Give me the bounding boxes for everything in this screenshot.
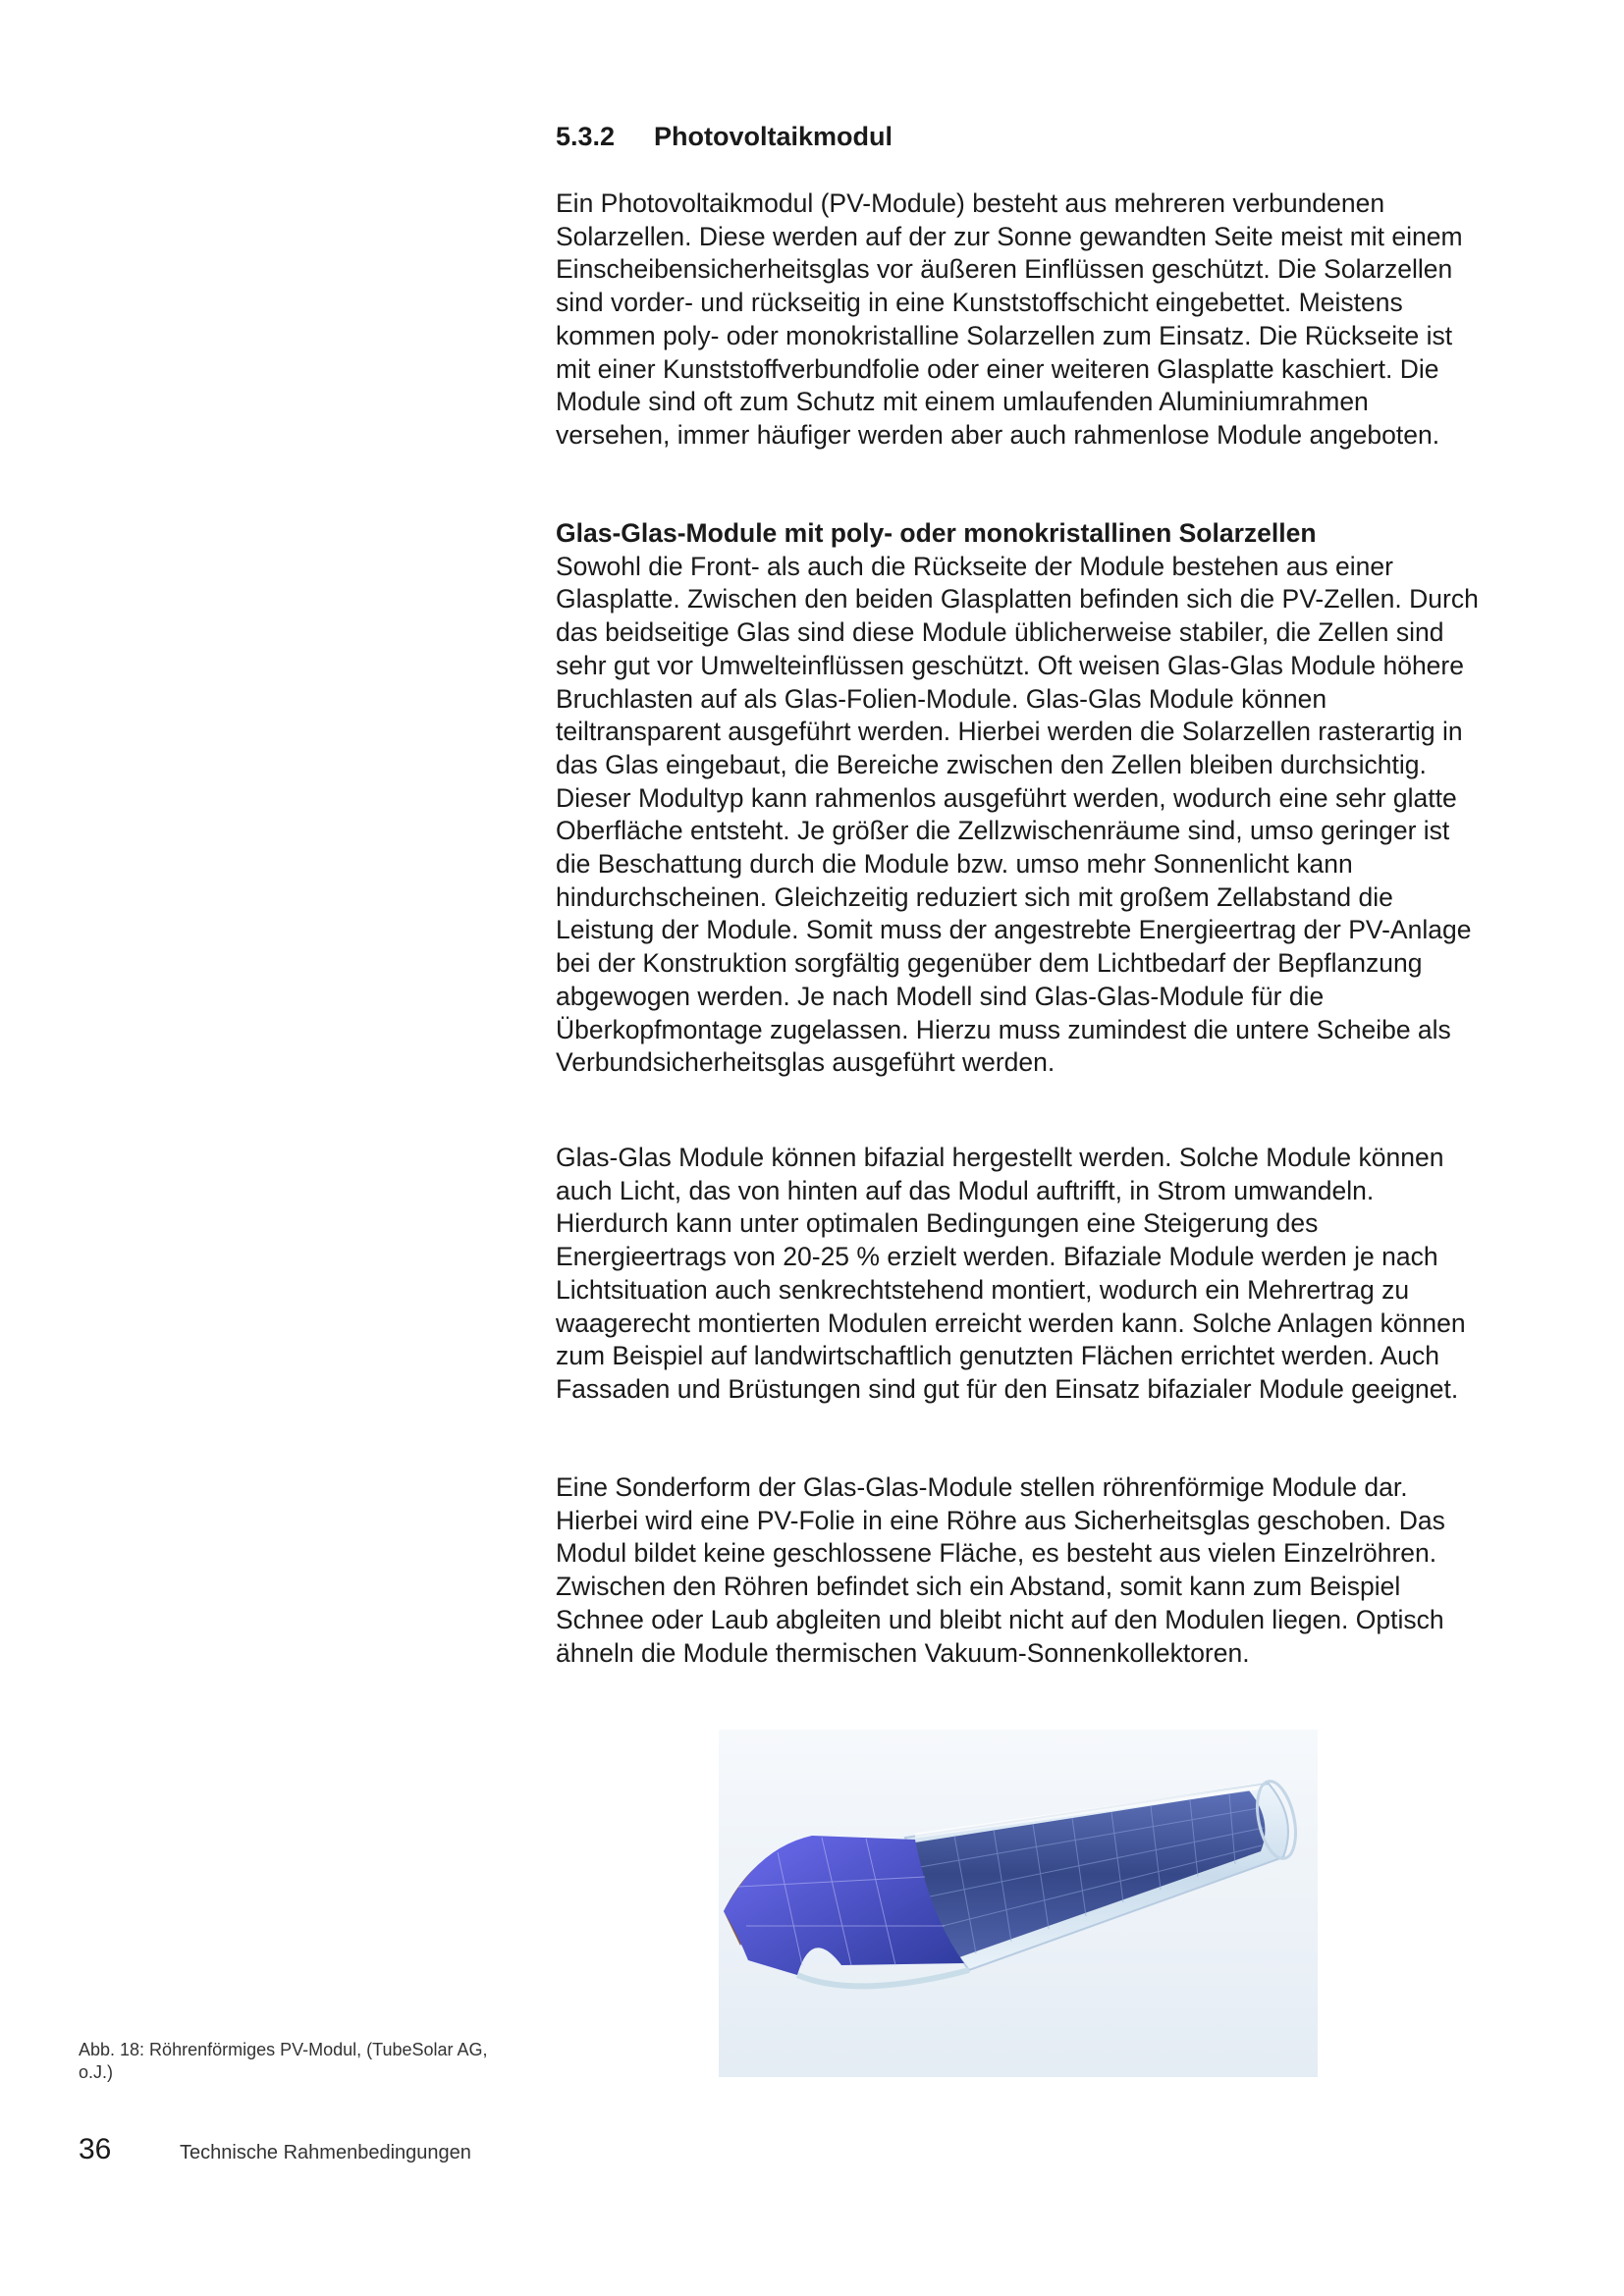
page-number: 36 (79, 2133, 112, 2165)
tube-pv-module-figure (719, 1730, 1318, 2077)
intro-paragraph: Ein Photovoltaikmodul (PV-Module) besteht aus mehreren verbundenen Solarzellen. Diese werden auf der zur Sonne gewandten Seite meist mit einem Einscheibensicherheitsglas vor äußeren Einflüssen geschützt. Die Solarzellen sind vorder- und rückseitig in eine Kunststoffschicht eingebettet. Meistens kommen poly- oder monokristalline Solarzellen zum Einsatz. Die Rückseite ist mit einer Kunststoffverbundfolie oder einer weiteren Glasplatte kaschiert. Die Module sind oft zum Schutz mit einem umlaufenden Aluminiumrahmen versehen, immer häufiger werden aber auch rahmenlose Module angeboten. (556, 188, 1463, 450)
glas-glas-paragraph: Sowohl die Front- als auch die Rückseite der Module bestehen aus einer Glasplatte. Zwischen den beiden Glasplatten befinden sich die PV-Zellen. Durch das beidseitige Glas sind diese Module üblicherweise stabiler, die Zellen sind sehr gut vor Umwelteinflüssen geschützt. Oft weisen Glas-Glas Module höhere Bruchlasten auf als Glas-Folien-Module. Glas-Glas Module können teiltransparent ausgeführt werden. Hierbei werden die Solarzellen rasterartig in das Glas eingebaut, die Bereiche zwischen den Zellen bleiben durchsichtig. Dieser Modultyp kann rahmenlos ausgeführt werden, wodurch eine sehr glatte Oberfläche entsteht. Je größer die Zellzwischenräume sind, umso geringer ist die Beschattung durch die Module bzw. umso mehr Sonnenlicht kann hindurchscheinen. Gleichzeitig reduziert sich mit großem Zellabstand die Leistung der Module. Somit muss der angestrebte Energieertrag der PV-Anlage bei der Konstruktion sorgfältig gegenüber dem Lichtbedarf der Bepflanzung abgewogen werden. Je nach Modell sind Glas-Glas-Module für die Überkopfmontage zugelassen. Hierzu muss zumindest die untere Scheibe als Verbundsicherheitsglas ausgeführt werden. (556, 551, 1479, 1078)
bifazial-paragraph: Glas-Glas Module können bifazial hergestellt werden. Solche Module können auch Licht, das von hinten auf das Modul auftrifft, in Strom umwandeln. Hierdurch kann unter optimalen Bedingungen eine Steigerung des Energieertrags von 20-25 % erzielt werden. Bifaziale Module werden je nach Lichtsituation auch senkrechtstehend montiert, wodurch ein Mehrertrag zu waagerecht montierten Modulen erreicht werden kann. Solche Anlagen können zum Beispiel auf landwirtschaftlich genutzten Flächen errichtet werden. Auch Fassaden und Brüstungen sind gut für den Einsatz bifazialer Module geeignet. (556, 1143, 1466, 1404)
intro-paragraph-block (556, 187, 1489, 453)
glas-glas-subheading: Glas-Glas-Module mit poly- oder monokristallinen Solarzellen (556, 518, 1317, 548)
tube-body (905, 1778, 1302, 1970)
section-title: Photovoltaikmodul (654, 122, 893, 151)
figure-caption: Abb. 18: Röhrenförmiges PV-Modul, (TubeSolar AG, o.J.) (79, 2040, 488, 2082)
glas-glas-block (556, 517, 1489, 1080)
running-footer-title: Technische Rahmenbedingungen (180, 2142, 471, 2163)
section-heading (556, 120, 893, 153)
section-number: 5.3.2 (556, 122, 616, 151)
bifazial-block (556, 1142, 1489, 1407)
roehren-paragraph: Eine Sonderform der Glas-Glas-Module stellen röhrenförmige Module dar. Hierbei wird eine PV-Folie in eine Röhre aus Sicherheitsglas geschoben. Das Modul bildet keine geschlossene Fläche, es besteht aus vielen Einzelröhren. Zwischen den Röhren befindet sich ein Abstand, somit kann zum Beispiel Schnee oder Laub abgleiten und bleibt nicht auf den Modulen liegen. Optisch ähneln die Module thermischen Vakuum-Sonnenkollektoren. (556, 1472, 1445, 1668)
roehren-block (556, 1471, 1489, 1670)
tube-pv-module-illustration (719, 1730, 1318, 2077)
